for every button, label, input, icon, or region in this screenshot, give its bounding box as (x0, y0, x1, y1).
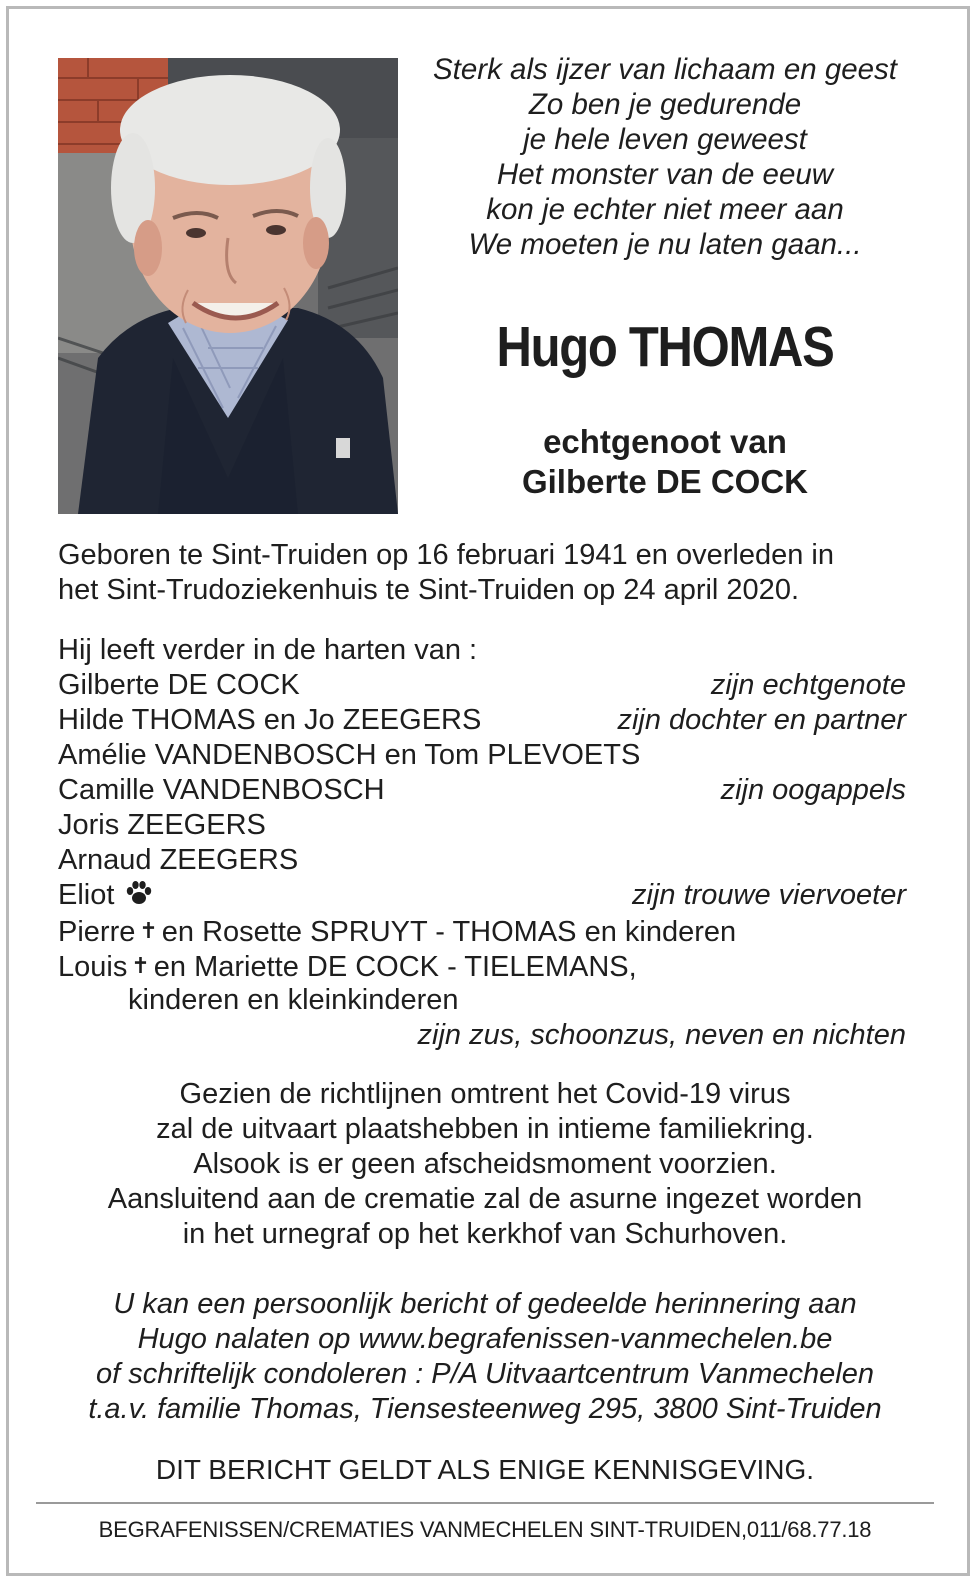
covid-line: Aansluitend aan de crematie zal de asurne ingezet worden (107, 1183, 863, 1215)
divider (36, 1502, 934, 1504)
family-member: Eliot (58, 879, 115, 911)
family-row (58, 983, 906, 1018)
cross-icon: ✝ (139, 918, 158, 943)
family-relation: zijn zus, schoonzus, neven en nichten (417, 1019, 906, 1051)
condolence-line: t.a.v. familie Thomas, Tiensesteenweg 295, 3800 Sint-Truiden (88, 1393, 882, 1425)
family-member: en Mariette DE COCK - TIELEMANS, (153, 951, 637, 983)
poem-line: Het monster van de eeuw (496, 158, 834, 191)
family-relation: zijn dochter en partner (617, 704, 906, 736)
birth-death-line: het Sint-Trudoziekenhuis te Sint-Truiden op 24 april 2020. (58, 574, 800, 606)
family-member: Amélie VANDENBOSCH en Tom PLEVOETS (58, 739, 641, 771)
covid-line: Alsook is er geen afscheidsmoment voorzien. (193, 1148, 777, 1180)
poem-line: Sterk als ijzer van lichaam en geest (432, 53, 898, 86)
poem-line: je hele leven geweest (523, 123, 807, 156)
condolence-info (40, 1287, 930, 1427)
family-row (58, 738, 906, 773)
condolence-line: of schriftelijk condoleren : P/A Uitvaartcentrum Vanmechelen (96, 1358, 874, 1390)
spouse-name: Gilberte DE COCK (521, 463, 809, 500)
family-relation: zijn echtgenote (710, 669, 906, 701)
family-member: Arnaud ZEEGERS (58, 844, 299, 876)
family-member: Louis (58, 951, 128, 983)
birth-death-line: Geboren te Sint-Truiden op 16 februari 1941 en overleden in (58, 539, 834, 571)
family-row (58, 913, 906, 948)
family-member: Camille VANDENBOSCH (58, 774, 385, 806)
family-relation: zijn trouwe viervoeter (632, 879, 906, 911)
paw-icon (124, 880, 154, 906)
family-row (58, 668, 906, 703)
poem (415, 52, 915, 262)
family-row (58, 878, 906, 913)
family-intro: Hij leeft verder in de harten van : (58, 634, 478, 666)
poem-line: Zo ben je gedurende (528, 88, 802, 121)
family-row (58, 843, 906, 878)
family-row (58, 948, 906, 983)
covid-line: in het urnegraf op het kerkhof van Schurhoven. (182, 1218, 788, 1250)
poem-line: kon je echter niet meer aan (486, 193, 844, 226)
birth-death-text (58, 538, 918, 608)
family-member: en Rosette SPRUYT - THOMAS en kinderen (161, 916, 737, 948)
sole-notice: DIT BERICHT GELDT ALS ENIGE KENNISGEVING. (155, 1454, 815, 1485)
covid-line: Gezien de richtlijnen omtrent het Covid-19 virus (179, 1078, 791, 1110)
poem-line: We moeten je nu laten gaan... (468, 228, 862, 261)
spouse-block (415, 422, 915, 502)
family-member: Joris ZEEGERS (58, 809, 266, 841)
family-member: Pierre (58, 916, 136, 948)
portrait-photo (58, 58, 398, 514)
condolence-line: U kan een persoonlijk bericht of gedeelde herinnering aan (113, 1288, 857, 1320)
cross-icon: ✝ (131, 953, 150, 978)
family-relation: zijn oogappels (720, 774, 906, 806)
family-row (58, 808, 906, 843)
funeral-home-footer: BEGRAFENISSEN/CREMATIES VANMECHELEN SINT-TRUIDEN,011/68.77.18 (98, 1517, 872, 1542)
family-member: Gilberte DE COCK (58, 669, 300, 701)
covid-notice (40, 1077, 930, 1252)
family-member: kinderen en kleinkinderen (128, 984, 459, 1016)
deceased-name: Hugo THOMAS (496, 315, 834, 379)
condolence-line: Hugo nalaten op www.begrafenissen-vanmechelen.be (137, 1323, 833, 1355)
family-member: Hilde THOMAS en Jo ZEEGERS (58, 704, 482, 736)
covid-line: zal de uitvaart plaatshebben in intieme familiekring. (156, 1113, 814, 1145)
family-row (58, 703, 906, 738)
spouse-relation: echtgenoot van (543, 423, 787, 460)
family-row (58, 773, 906, 808)
family-row (58, 1018, 906, 1053)
family-list (58, 633, 906, 1053)
